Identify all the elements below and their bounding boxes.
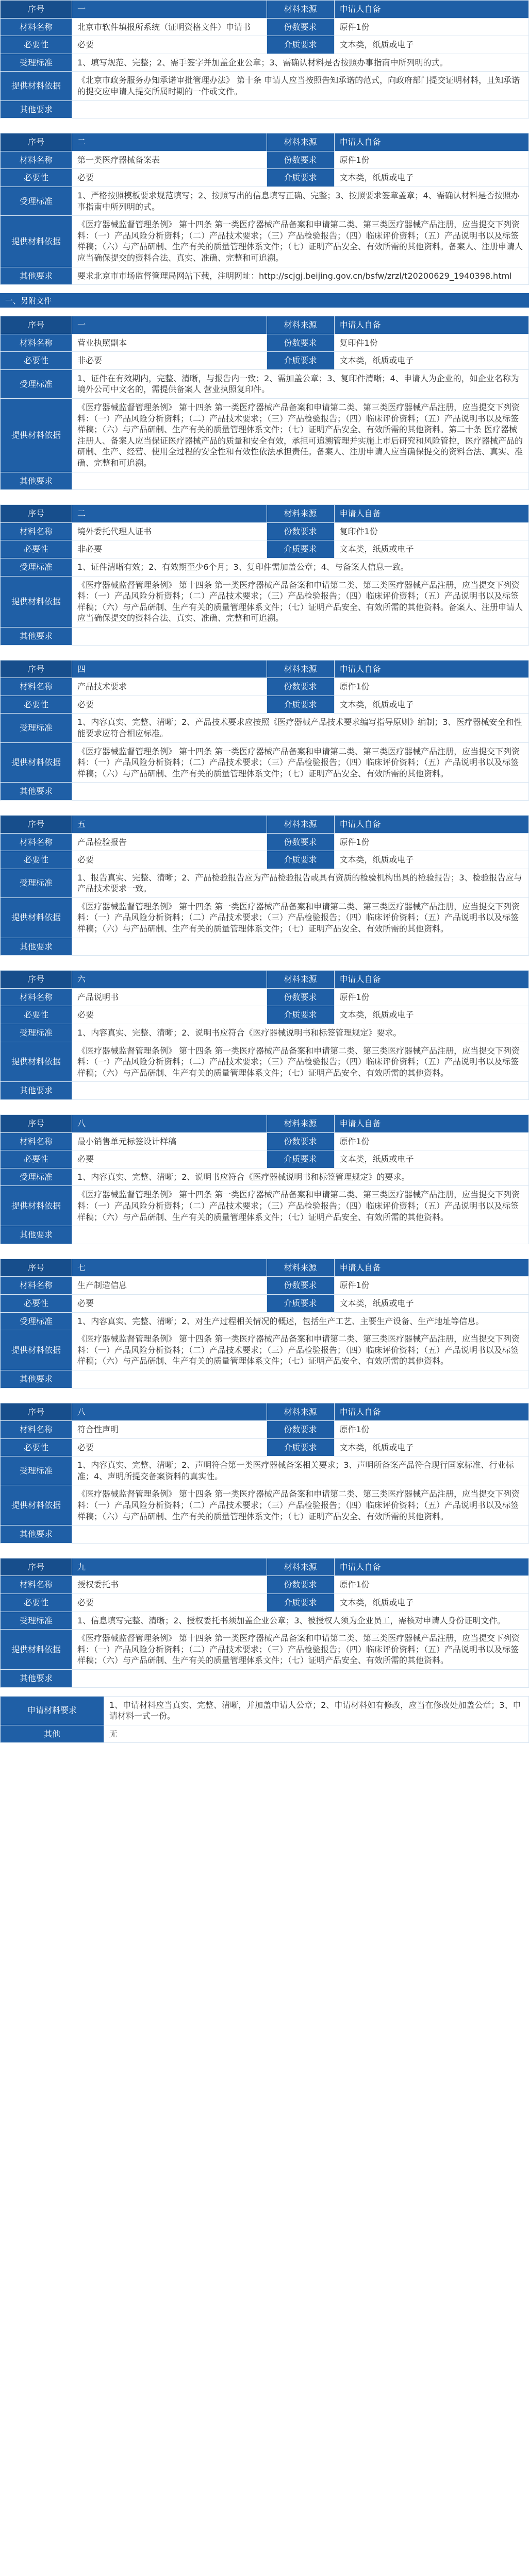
row-basis-label: 提供材料依据 xyxy=(1,72,72,100)
row-other-label: 其他要求 xyxy=(1,1670,72,1688)
material-source-value: 申请人自备 xyxy=(334,660,529,678)
acceptance-text: 1、内容真实、完整、清晰；2、产品技术要求应按照《医疗器械产品技术要求编写指导原则》编制；3、医疗器械安全和性能要求应符合相应标准。 xyxy=(72,714,529,742)
row-basis-label: 提供材料依据 xyxy=(1,1186,72,1226)
acceptance-text: 1、证件在有效期内，完整、清晰，与报告内一致；2、需加盖公章；3、复印件清晰；4、申请人为企业的，如企业名称为境外公司中文名的，需提供备案人 营业执照复印件。 xyxy=(72,369,529,398)
row-material-name-label: 材料名称 xyxy=(1,151,72,169)
format-label: 介质要求 xyxy=(267,540,334,558)
required-value: 必要 xyxy=(72,169,267,187)
acceptance-text: 1、内容真实、完整、清晰；2、说明书应符合《医疗器械说明书和标签管理规定》要求。 xyxy=(72,1024,529,1042)
row-required-label: 必要性 xyxy=(1,1594,72,1612)
material-table-7 xyxy=(0,970,529,1100)
required-value: 必要 xyxy=(72,1006,267,1024)
row-required-label: 必要性 xyxy=(1,1294,72,1312)
row-required-label: 必要性 xyxy=(1,540,72,558)
format-label: 介质要求 xyxy=(267,696,334,714)
copies-value: 原件1份 xyxy=(334,151,529,169)
other-text xyxy=(72,1526,529,1544)
col-seq-label: 序号 xyxy=(1,660,72,678)
other-text xyxy=(72,1370,529,1388)
format-value: 文本类，纸质或电子 xyxy=(334,696,529,714)
basis-text: 《医疗器械监督管理条例》 第十四条 第一类医疗器械产品备案和申请第二类、第三类医疗器械产品注册，应当提交下列资料：（一）产品风险分析资料；（二）产品技术要求；（三）产品检验报告；（四）临床评价资料；（五）产品说明书以及标签样稿；（六）与产品研制、生产有关的质量管理体系文件；（七）证明产品安全、有效所需的其他资料。 xyxy=(72,742,529,783)
end-value: 无 xyxy=(104,1725,529,1743)
row-material-name-label: 材料名称 xyxy=(1,1421,72,1439)
format-value: 文本类，纸质或电子 xyxy=(334,540,529,558)
acceptance-text: 1、证件清晰有效；2、有效期至少6个月；3、复印件需加盖公章；4、与备案人信息一致。 xyxy=(72,558,529,577)
format-label: 介质要求 xyxy=(267,352,334,370)
row-basis-label: 提供材料依据 xyxy=(1,1485,72,1526)
copies-label: 份数要求 xyxy=(267,833,334,851)
basis-row xyxy=(1,72,529,100)
material-name-value: 产品说明书 xyxy=(72,988,267,1006)
other-row xyxy=(1,100,529,118)
copies-label: 份数要求 xyxy=(267,334,334,352)
row-material-name-label: 材料名称 xyxy=(1,1132,72,1150)
spacer xyxy=(0,1100,529,1114)
copies-value: 原件1份 xyxy=(334,988,529,1006)
acceptance-text: 1、信息填写完整、清晰；2、授权委托书须加盖企业公章；3、被授权人须为企业员工，需核对申请人身份证明文件。 xyxy=(72,1612,529,1630)
col-seq-label: 序号 xyxy=(1,133,72,151)
copies-value: 原件1份 xyxy=(334,678,529,696)
material-name-value: 产品检验报告 xyxy=(72,833,267,851)
required-value: 必要 xyxy=(72,36,267,54)
row-basis-label: 提供材料依据 xyxy=(1,216,72,267)
row-basis-label: 提供材料依据 xyxy=(1,1042,72,1082)
col-seq-label: 序号 xyxy=(1,1115,72,1133)
material-name-row xyxy=(1,18,529,36)
basis-text: 《医疗器械监督管理条例》 第十四条 第一类医疗器械产品备案和申请第二类、第三类医疗器械产品注册，应当提交下列资料：（一）产品风险分析资料；（二）产品技术要求；（三）产品检验报告；（四）临床评价资料；（五）产品说明书以及标签样稿；（六）与产品研制、生产有关的质量管理体系文件；（七）证明产品安全、有效所需的其他资料。备案人、注册申请人应当确保提交的资料合法、真实、准确、完整和可追溯。 xyxy=(72,216,529,267)
copies-label: 份数要求 xyxy=(267,1132,334,1150)
acceptance-text: 1、内容真实、完整、清晰；2、对生产过程相关情况的概述，包括生产工艺、主要生产设备、生产地址等信息。 xyxy=(72,1312,529,1330)
copies-value: 原件1份 xyxy=(334,1421,529,1439)
row-basis-label: 提供材料依据 xyxy=(1,576,72,627)
format-label: 介质要求 xyxy=(267,1006,334,1024)
format-value: 文本类，纸质或电子 xyxy=(334,1438,529,1456)
other-text xyxy=(72,783,529,801)
row-required-label: 必要性 xyxy=(1,1438,72,1456)
row-other-label: 其他要求 xyxy=(1,1082,72,1100)
format-label: 介质要求 xyxy=(267,851,334,869)
material-name-value: 北京市软件填报所系统（证明资格文件）申请书 xyxy=(72,18,267,36)
note-text: 1、申请材料应当真实、完整、清晰，并加盖申请人公章；2、申请材料如有修改，应当在修改处加盖公章；3、申请材料一式一份。 xyxy=(104,1696,529,1725)
other-text xyxy=(72,1082,529,1100)
other-text xyxy=(72,938,529,956)
material-table-8 xyxy=(0,1114,529,1244)
format-value: 文本类，纸质或电子 xyxy=(334,851,529,869)
required-row xyxy=(1,36,529,54)
material-name-value: 最小销售单元标签设计样稿 xyxy=(72,1132,267,1150)
required-value: 必要 xyxy=(72,696,267,714)
col-material-source-label: 材料来源 xyxy=(267,133,334,151)
copies-label: 份数要求 xyxy=(267,1421,334,1439)
copies-value: 复印件1份 xyxy=(334,522,529,540)
required-value: 必要 xyxy=(72,1294,267,1312)
material-name-value: 第一类医疗器械备案表 xyxy=(72,151,267,169)
material-name-value: 符合性声明 xyxy=(72,1421,267,1439)
note-label: 申请材料要求 xyxy=(1,1696,104,1725)
row-acceptance-label: 受理标准 xyxy=(1,369,72,398)
material-source-value: 申请人自备 xyxy=(334,815,529,833)
row-required-label: 必要性 xyxy=(1,352,72,370)
spacer xyxy=(0,1244,529,1259)
row-material-name-label: 材料名称 xyxy=(1,1277,72,1295)
col-seq-label: 序号 xyxy=(1,505,72,523)
spacer xyxy=(0,801,529,815)
row-required-label: 必要性 xyxy=(1,169,72,187)
required-value: 非必要 xyxy=(72,540,267,558)
acceptance-text: 1、报告真实、完整、清晰；2、产品检验报告应为产品检验报告或具有资质的检验机构出具的检验报告；3、检验报告应与产品技术要求一致。 xyxy=(72,869,529,897)
spacer xyxy=(0,1688,529,1696)
copies-label: 份数要求 xyxy=(267,678,334,696)
section-number: 六 xyxy=(72,971,267,989)
format-value: 文本类，纸质或电子 xyxy=(334,352,529,370)
other-text: 要求北京市市场监督管理局网站下载，注明网址：http://scjgj.beijing.gov.cn/bsfw/zrzl/t20200629_1940398.html xyxy=(72,267,529,285)
row-basis-label: 提供材料依据 xyxy=(1,897,72,938)
material-table-4 xyxy=(0,504,529,645)
row-basis-label: 提供材料依据 xyxy=(1,742,72,783)
row-material-name-label: 材料名称 xyxy=(1,522,72,540)
row-acceptance-label: 受理标准 xyxy=(1,869,72,897)
row-required-label: 必要性 xyxy=(1,1150,72,1168)
row-other-label: 其他要求 xyxy=(1,627,72,645)
section-number: 八 xyxy=(72,1115,267,1133)
acceptance-text: 1、内容真实、完整、清晰；2、说明书应符合《医疗器械说明书和标签管理规定》的要求。 xyxy=(72,1168,529,1186)
copies-value: 原件1份 xyxy=(334,1576,529,1594)
basis-text: 《医疗器械监督管理条例》 第十四条 第一类医疗器械产品备案和申请第二类、第三类医疗器械产品注册，应当提交下列资料：（一）产品风险分析资料；（二）产品技术要求；（三）产品检验报告；（四）临床评价资料；（五）产品说明书以及标签样稿；（六）与产品研制、生产有关的质量管理体系文件；（七）证明产品安全、有效所需的其他资料。 xyxy=(72,1042,529,1082)
format-label: 介质要求 xyxy=(267,169,334,187)
spacer xyxy=(0,646,529,660)
basis-text: 《北京市政务服务办知承诺审批管理办法》 第十条 申请人应当按照告知承诺的范式，向政府部门提交证明材料，且知承诺的提交应申请人提交所属时期的一件或文件。 xyxy=(72,72,529,100)
appendix-label: 一、另附文件 xyxy=(0,293,529,308)
section-number: 九 xyxy=(72,1558,267,1576)
copies-label: 份数要求 xyxy=(267,1277,334,1295)
material-table-1 xyxy=(0,0,529,118)
col-material-source-label: 材料来源 xyxy=(267,1259,334,1277)
row-material-name-label: 材料名称 xyxy=(1,833,72,851)
section-number: 四 xyxy=(72,660,267,678)
basis-text: 《医疗器械监督管理条例》 第十四条 第一类医疗器械产品备案和申请第二类、第三类医疗器械产品注册，应当提交下列资料：（一）产品风险分析资料；（二）产品技术要求；（三）产品检验报告；（四）临床评价资料；（五）产品说明书以及标签样稿；（六）与产品研制、生产有关的质量管理体系文件；（七）证明产品安全、有效所需的其他资料。第二十条 医疗器械注册人、备案人应当保证医疗器械产品的质量和安全有效，承担可追溯管理并实施上市后研究和风险管控，医疗器械产品的研制、生产、经营、使用全过程的安全性和有效性依法承担责任。备案人、注册申请人应当确保提交的资料合法、真实、准确、完整和可追溯。 xyxy=(72,399,529,472)
col-material-source-label: 材料来源 xyxy=(267,660,334,678)
copies-value: 复印件1份 xyxy=(334,334,529,352)
basis-text: 《医疗器械监督管理条例》 第十四条 第一类医疗器械产品备案和申请第二类、第三类医疗器械产品注册，应当提交下列资料：（一）产品风险分析资料；（二）产品技术要求；（三）产品检验报告；（四）临床评价资料；（五）产品说明书以及标签样稿；（六）与产品研制、生产有关的质量管理体系文件；（七）证明产品安全、有效所需的其他资料。 xyxy=(72,1485,529,1526)
section-header-row xyxy=(1,1,529,19)
acceptance-row xyxy=(1,54,529,72)
spacer xyxy=(0,1388,529,1403)
material-source-value: 申请人自备 xyxy=(334,1558,529,1576)
row-other-label: 其他要求 xyxy=(1,1370,72,1388)
row-material-name-label: 材料名称 xyxy=(1,988,72,1006)
required-value: 必要 xyxy=(72,851,267,869)
format-value: 文本类，纸质或电子 xyxy=(334,36,529,54)
copies-label: 份数要求 xyxy=(267,522,334,540)
format-label: 介质要求 xyxy=(267,1294,334,1312)
row-acceptance-label: 受理标准 xyxy=(1,1024,72,1042)
material-table-10 xyxy=(0,1403,529,1544)
row-other-label: 其他要求 xyxy=(1,1226,72,1244)
format-label: 介质要求 xyxy=(267,1150,334,1168)
section-number: 七 xyxy=(72,1259,267,1277)
section-number: 二 xyxy=(72,505,267,523)
col-seq-label: 序号 xyxy=(1,1259,72,1277)
other-text xyxy=(72,627,529,645)
spacer xyxy=(0,308,529,316)
material-table-3 xyxy=(0,316,529,490)
material-table-9 xyxy=(0,1259,529,1388)
row-required-label: 必要性 xyxy=(1,696,72,714)
row-material-name-label: 材料名称 xyxy=(1,1576,72,1594)
col-seq-label: 序号 xyxy=(1,316,72,334)
row-material-name-label: 材料名称 xyxy=(1,18,72,36)
material-source-value: 申请人自备 xyxy=(334,316,529,334)
format-label: 介质要求 xyxy=(267,1594,334,1612)
col-material-source-label: 材料来源 xyxy=(267,1403,334,1421)
col-seq-label: 序号 xyxy=(1,815,72,833)
footer-table xyxy=(0,1696,529,1743)
material-table-11 xyxy=(0,1558,529,1688)
col-seq-label: 序号 xyxy=(1,1403,72,1421)
section-number: 八 xyxy=(72,1403,267,1421)
other-text xyxy=(72,1670,529,1688)
format-value: 文本类，纸质或电子 xyxy=(334,1594,529,1612)
format-value: 文本类，纸质或电子 xyxy=(334,1006,529,1024)
basis-text: 《医疗器械监督管理条例》 第十四条 第一类医疗器械产品备案和申请第二类、第三类医疗器械产品注册，应当提交下列资料：（一）产品风险分析资料；（二）产品技术要求；（三）产品检验报告；（四）临床评价资料；（五）产品说明书以及标签样稿；（六）与产品研制、生产有关的质量管理体系文件；（七）证明产品安全、有效所需的其他资料。 xyxy=(72,1630,529,1670)
row-acceptance-label: 受理标准 xyxy=(1,1312,72,1330)
spacer xyxy=(0,285,529,293)
col-seq-label: 序号 xyxy=(1,1,72,19)
material-name-value: 产品技术要求 xyxy=(72,678,267,696)
copies-value: 原件1份 xyxy=(334,1277,529,1295)
row-acceptance-label: 受理标准 xyxy=(1,54,72,72)
col-material-source-label: 材料来源 xyxy=(267,1,334,19)
row-acceptance-label: 受理标准 xyxy=(1,1612,72,1630)
material-name-value: 生产制造信息 xyxy=(72,1277,267,1295)
section-number: 二 xyxy=(72,133,267,151)
spacer xyxy=(0,956,529,970)
row-basis-label: 提供材料依据 xyxy=(1,1630,72,1670)
section-number: 一 xyxy=(72,316,267,334)
col-material-source-label: 材料来源 xyxy=(267,1558,334,1576)
spacer xyxy=(0,490,529,504)
copies-value: 原件1份 xyxy=(334,1132,529,1150)
format-label: 介质要求 xyxy=(267,36,334,54)
row-basis-label: 提供材料依据 xyxy=(1,1330,72,1370)
spacer xyxy=(0,1544,529,1558)
row-other-label: 其他要求 xyxy=(1,1526,72,1544)
row-acceptance-label: 受理标准 xyxy=(1,1456,72,1485)
row-required-label: 必要性 xyxy=(1,1006,72,1024)
row-required-label: 必要性 xyxy=(1,36,72,54)
basis-text: 《医疗器械监督管理条例》 第十四条 第一类医疗器械产品备案和申请第二类、第三类医疗器械产品注册，应当提交下列资料：（一）产品风险分析资料；（二）产品技术要求；（三）产品检验报告；（四）临床评价资料；（五）产品说明书以及标签样稿；（六）与产品研制、生产有关的质量管理体系文件；（七）证明产品安全、有效所需的其他资料。备案人、注册申请人应当确保提交的资料合法、真实、准确、完整和可追溯。 xyxy=(72,576,529,627)
material-name-value: 授权委托书 xyxy=(72,1576,267,1594)
basis-text: 《医疗器械监督管理条例》 第十四条 第一类医疗器械产品备案和申请第二类、第三类医疗器械产品注册，应当提交下列资料：（一）产品风险分析资料；（二）产品技术要求；（三）产品检验报告；（四）临床评价资料；（五）产品说明书以及标签样稿；（六）与产品研制、生产有关的质量管理体系文件；（七）证明产品安全、有效所需的其他资料。 xyxy=(72,1186,529,1226)
acceptance-text: 1、内容真实、完整、清晰；2、声明符合第一类医疗器械备案相关要求；3、声明所备案产品符合现行国家标准、行业标准；4、声明所提交备案资料的真实性。 xyxy=(72,1456,529,1485)
row-other-label: 其他要求 xyxy=(1,472,72,490)
copies-value: 原件1份 xyxy=(334,18,529,36)
format-value: 文本类，纸质或电子 xyxy=(334,169,529,187)
required-value: 必要 xyxy=(72,1150,267,1168)
end-label: 其他 xyxy=(1,1725,104,1743)
material-source-value: 申请人自备 xyxy=(334,971,529,989)
copies-label: 份数要求 xyxy=(267,1576,334,1594)
spacer xyxy=(0,118,529,133)
col-seq-label: 序号 xyxy=(1,971,72,989)
row-other-label: 其他要求 xyxy=(1,938,72,956)
copies-value: 原件1份 xyxy=(334,833,529,851)
col-material-source-label: 材料来源 xyxy=(267,316,334,334)
row-other-label: 其他要求 xyxy=(1,267,72,285)
col-material-source-label: 材料来源 xyxy=(267,815,334,833)
row-material-name-label: 材料名称 xyxy=(1,334,72,352)
row-required-label: 必要性 xyxy=(1,851,72,869)
col-material-source-label: 材料来源 xyxy=(267,505,334,523)
required-value: 必要 xyxy=(72,1594,267,1612)
row-other-label: 其他要求 xyxy=(1,783,72,801)
row-other-label: 其他要求 xyxy=(1,100,72,118)
material-table-6 xyxy=(0,815,529,956)
row-acceptance-label: 受理标准 xyxy=(1,187,72,215)
other-text xyxy=(72,100,529,118)
format-label: 介质要求 xyxy=(267,1438,334,1456)
row-acceptance-label: 受理标准 xyxy=(1,558,72,577)
material-source-value: 申请人自备 xyxy=(334,1115,529,1133)
acceptance-text: 1、填写规范、完整；2、需手签字并加盖企业公章；3、需确认材料是否按照办事指南中所列明的式。 xyxy=(72,54,529,72)
material-name-value: 营业执照副本 xyxy=(72,334,267,352)
section-number: 五 xyxy=(72,815,267,833)
row-acceptance-label: 受理标准 xyxy=(1,1168,72,1186)
row-material-name-label: 材料名称 xyxy=(1,678,72,696)
other-text xyxy=(72,472,529,490)
required-value: 非必要 xyxy=(72,352,267,370)
other-text xyxy=(72,1226,529,1244)
material-source-value: 申请人自备 xyxy=(334,1,529,19)
material-source-value: 申请人自备 xyxy=(334,1259,529,1277)
col-seq-label: 序号 xyxy=(1,1558,72,1576)
material-table-2 xyxy=(0,133,529,285)
acceptance-text: 1、严格按照模板要求规范填写；2、按照写出的信息填写正确、完整；3、按照要求签章盖章；4、需确认材料是否按照办事指南中所列明的式。 xyxy=(72,187,529,215)
material-source-value: 申请人自备 xyxy=(334,505,529,523)
col-material-source-label: 材料来源 xyxy=(267,1115,334,1133)
material-source-value: 申请人自备 xyxy=(334,1403,529,1421)
section-number: 一 xyxy=(72,1,267,19)
row-basis-label: 提供材料依据 xyxy=(1,399,72,472)
copies-label: 份数要求 xyxy=(267,988,334,1006)
basis-text: 《医疗器械监督管理条例》 第十四条 第一类医疗器械产品备案和申请第二类、第三类医疗器械产品注册，应当提交下列资料：（一）产品风险分析资料；（二）产品技术要求；（三）产品检验报告；（四）临床评价资料；（五）产品说明书以及标签样稿；（六）与产品研制、生产有关的质量管理体系文件；（七）证明产品安全、有效所需的其他资料。 xyxy=(72,1330,529,1370)
basis-text: 《医疗器械监督管理条例》 第十四条 第一类医疗器械产品备案和申请第二类、第三类医疗器械产品注册，应当提交下列资料：（一）产品风险分析资料；（二）产品技术要求；（三）产品检验报告；（四）临床评价资料；（五）产品说明书以及标签样稿；（六）与产品研制、生产有关的质量管理体系文件；（七）证明产品安全、有效所需的其他资料。 xyxy=(72,897,529,938)
required-value: 必要 xyxy=(72,1438,267,1456)
copies-label: 份数要求 xyxy=(267,18,334,36)
material-table-5 xyxy=(0,660,529,801)
copies-label: 份数要求 xyxy=(267,151,334,169)
format-value: 文本类，纸质或电子 xyxy=(334,1294,529,1312)
row-acceptance-label: 受理标准 xyxy=(1,714,72,742)
col-material-source-label: 材料来源 xyxy=(267,971,334,989)
material-name-value: 境外委托代理人证书 xyxy=(72,522,267,540)
format-value: 文本类，纸质或电子 xyxy=(334,1150,529,1168)
material-source-value: 申请人自备 xyxy=(334,133,529,151)
